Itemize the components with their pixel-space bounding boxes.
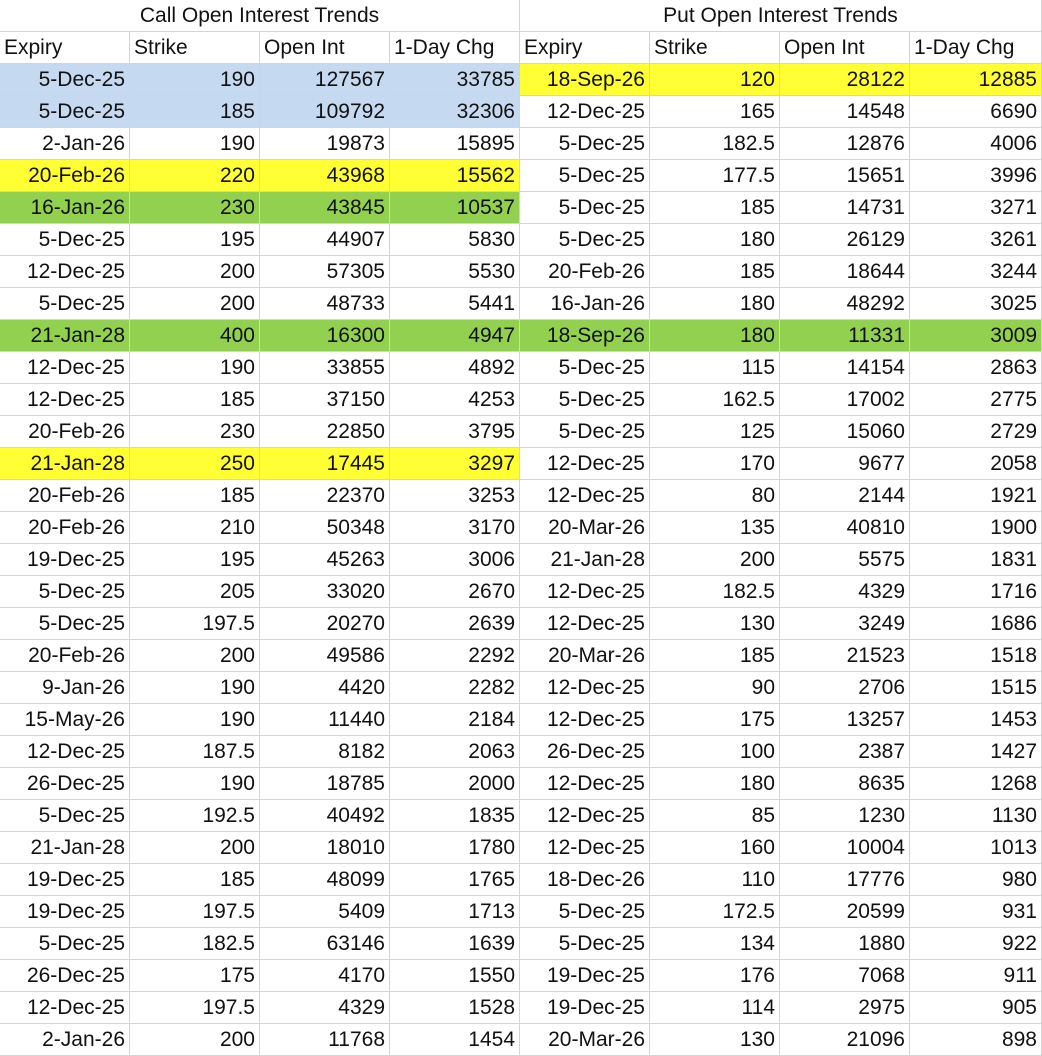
call-cell-1-day-chg[interactable]: 4892 [390,352,520,384]
call-header-strike: Strike [130,32,260,64]
call-cell-1-day-chg[interactable]: 1639 [390,928,520,960]
put-cell-open-int[interactable]: 20599 [780,896,910,928]
put-cell-open-int[interactable]: 5575 [780,544,910,576]
call-cell-strike[interactable]: 190 [130,128,260,160]
call-cell-strike[interactable]: 185 [130,864,260,896]
put-cell-strike[interactable]: 176 [650,960,780,992]
put-header-1-day-chg: 1-Day Chg [910,32,1042,64]
call-cell-open-int[interactable]: 4420 [260,672,390,704]
put-cell-open-int[interactable]: 2706 [780,672,910,704]
call-cell-open-int[interactable]: 109792 [260,96,390,128]
put-cell-open-int[interactable]: 1880 [780,928,910,960]
call-cell-1-day-chg[interactable]: 2292 [390,640,520,672]
put-cell-expiry[interactable]: 26-Dec-25 [520,736,650,768]
call-cell-open-int[interactable]: 49586 [260,640,390,672]
put-cell-open-int[interactable]: 11331 [780,320,910,352]
put-cell-expiry[interactable]: 20-Mar-26 [520,512,650,544]
put-section-title: Put Open Interest Trends [520,0,1042,32]
call-cell-expiry[interactable]: 20-Feb-26 [0,512,130,544]
call-cell-strike[interactable]: 197.5 [130,896,260,928]
put-cell-expiry[interactable]: 19-Dec-25 [520,960,650,992]
call-cell-strike[interactable]: 200 [130,288,260,320]
call-cell-strike[interactable]: 190 [130,64,260,96]
call-cell-open-int[interactable]: 8182 [260,736,390,768]
put-cell-1-day-chg[interactable]: 911 [910,960,1042,992]
put-cell-open-int[interactable]: 8635 [780,768,910,800]
put-header-open-int: Open Int [780,32,910,64]
put-cell-strike[interactable]: 185 [650,640,780,672]
call-cell-expiry[interactable]: 5-Dec-25 [0,288,130,320]
call-cell-expiry[interactable]: 12-Dec-25 [0,352,130,384]
put-cell-expiry[interactable]: 12-Dec-25 [520,448,650,480]
put-cell-1-day-chg[interactable]: 3009 [910,320,1042,352]
put-cell-expiry[interactable]: 12-Dec-25 [520,800,650,832]
call-cell-open-int[interactable]: 44907 [260,224,390,256]
put-cell-open-int[interactable]: 3249 [780,608,910,640]
put-cell-1-day-chg[interactable]: 2775 [910,384,1042,416]
put-cell-1-day-chg[interactable]: 1686 [910,608,1042,640]
put-cell-open-int[interactable]: 21096 [780,1024,910,1056]
call-header-expiry: Expiry [0,32,130,64]
call-cell-1-day-chg[interactable]: 2063 [390,736,520,768]
call-cell-1-day-chg[interactable]: 3170 [390,512,520,544]
put-cell-open-int[interactable]: 17776 [780,864,910,896]
call-cell-expiry[interactable]: 5-Dec-25 [0,224,130,256]
call-cell-1-day-chg[interactable]: 1780 [390,832,520,864]
call-cell-strike[interactable]: 190 [130,352,260,384]
call-cell-1-day-chg[interactable]: 2184 [390,704,520,736]
put-cell-strike[interactable]: 120 [650,64,780,96]
put-cell-1-day-chg[interactable]: 905 [910,992,1042,1024]
put-cell-open-int[interactable]: 7068 [780,960,910,992]
call-cell-open-int[interactable]: 22370 [260,480,390,512]
call-cell-expiry[interactable]: 19-Dec-25 [0,544,130,576]
call-cell-strike[interactable]: 230 [130,192,260,224]
put-cell-1-day-chg[interactable]: 1268 [910,768,1042,800]
call-cell-1-day-chg[interactable]: 2639 [390,608,520,640]
call-cell-expiry[interactable]: 21-Jan-28 [0,320,130,352]
call-cell-strike[interactable]: 190 [130,672,260,704]
put-cell-1-day-chg[interactable]: 931 [910,896,1042,928]
call-cell-1-day-chg[interactable]: 5441 [390,288,520,320]
put-cell-open-int[interactable]: 10004 [780,832,910,864]
call-cell-expiry[interactable]: 15-May-26 [0,704,130,736]
put-cell-expiry[interactable]: 16-Jan-26 [520,288,650,320]
put-cell-open-int[interactable]: 2975 [780,992,910,1024]
put-cell-strike[interactable]: 185 [650,192,780,224]
call-cell-strike[interactable]: 185 [130,96,260,128]
call-cell-1-day-chg[interactable]: 5830 [390,224,520,256]
put-cell-strike[interactable]: 135 [650,512,780,544]
call-cell-expiry[interactable]: 12-Dec-25 [0,736,130,768]
put-cell-1-day-chg[interactable]: 1716 [910,576,1042,608]
call-cell-1-day-chg[interactable]: 1528 [390,992,520,1024]
put-cell-expiry[interactable]: 5-Dec-25 [520,192,650,224]
put-cell-strike[interactable]: 90 [650,672,780,704]
call-cell-strike[interactable]: 197.5 [130,608,260,640]
put-cell-1-day-chg[interactable]: 2058 [910,448,1042,480]
put-cell-strike[interactable]: 110 [650,864,780,896]
put-cell-expiry[interactable]: 18-Sep-26 [520,320,650,352]
put-cell-open-int[interactable]: 4329 [780,576,910,608]
put-cell-strike[interactable]: 182.5 [650,128,780,160]
call-cell-open-int[interactable]: 4170 [260,960,390,992]
call-cell-expiry[interactable]: 2-Jan-26 [0,1024,130,1056]
put-cell-1-day-chg[interactable]: 3244 [910,256,1042,288]
call-cell-open-int[interactable]: 22850 [260,416,390,448]
call-cell-expiry[interactable]: 9-Jan-26 [0,672,130,704]
put-cell-open-int[interactable]: 2144 [780,480,910,512]
call-cell-expiry[interactable]: 26-Dec-25 [0,768,130,800]
call-cell-1-day-chg[interactable]: 1550 [390,960,520,992]
call-cell-1-day-chg[interactable]: 15895 [390,128,520,160]
put-cell-1-day-chg[interactable]: 1453 [910,704,1042,736]
call-cell-1-day-chg[interactable]: 32306 [390,96,520,128]
put-cell-1-day-chg[interactable]: 1013 [910,832,1042,864]
call-cell-open-int[interactable]: 33020 [260,576,390,608]
call-cell-strike[interactable]: 185 [130,480,260,512]
call-cell-strike[interactable]: 182.5 [130,928,260,960]
call-cell-expiry[interactable]: 5-Dec-25 [0,800,130,832]
put-cell-strike[interactable]: 182.5 [650,576,780,608]
call-cell-1-day-chg[interactable]: 1835 [390,800,520,832]
put-cell-strike[interactable]: 165 [650,96,780,128]
call-cell-open-int[interactable]: 43845 [260,192,390,224]
put-cell-1-day-chg[interactable]: 3996 [910,160,1042,192]
call-cell-strike[interactable]: 195 [130,544,260,576]
put-cell-expiry[interactable]: 18-Dec-26 [520,864,650,896]
call-cell-strike[interactable]: 205 [130,576,260,608]
call-cell-1-day-chg[interactable]: 1454 [390,1024,520,1056]
put-cell-1-day-chg[interactable]: 2729 [910,416,1042,448]
call-cell-open-int[interactable]: 17445 [260,448,390,480]
put-cell-1-day-chg[interactable]: 980 [910,864,1042,896]
call-cell-strike[interactable]: 220 [130,160,260,192]
call-cell-expiry[interactable]: 21-Jan-28 [0,448,130,480]
call-cell-1-day-chg[interactable]: 3253 [390,480,520,512]
put-cell-open-int[interactable]: 40810 [780,512,910,544]
call-cell-strike[interactable]: 200 [130,256,260,288]
call-cell-open-int[interactable]: 40492 [260,800,390,832]
call-cell-expiry[interactable]: 19-Dec-25 [0,896,130,928]
call-cell-open-int[interactable]: 4329 [260,992,390,1024]
call-cell-open-int[interactable]: 16300 [260,320,390,352]
call-cell-strike[interactable]: 190 [130,704,260,736]
put-cell-expiry[interactable]: 21-Jan-28 [520,544,650,576]
put-cell-expiry[interactable]: 20-Feb-26 [520,256,650,288]
put-cell-expiry[interactable]: 12-Dec-25 [520,768,650,800]
call-cell-open-int[interactable]: 18010 [260,832,390,864]
call-header-open-int: Open Int [260,32,390,64]
put-cell-open-int[interactable]: 14548 [780,96,910,128]
call-cell-expiry[interactable]: 21-Jan-28 [0,832,130,864]
call-cell-1-day-chg[interactable]: 1765 [390,864,520,896]
call-cell-expiry[interactable]: 20-Feb-26 [0,160,130,192]
put-cell-expiry[interactable]: 12-Dec-25 [520,608,650,640]
call-cell-open-int[interactable]: 5409 [260,896,390,928]
put-cell-open-int[interactable]: 14154 [780,352,910,384]
call-cell-expiry[interactable]: 5-Dec-25 [0,96,130,128]
put-cell-expiry[interactable]: 12-Dec-25 [520,832,650,864]
put-cell-expiry[interactable]: 19-Dec-25 [520,992,650,1024]
put-cell-open-int[interactable]: 15060 [780,416,910,448]
put-cell-1-day-chg[interactable]: 2863 [910,352,1042,384]
put-cell-expiry[interactable]: 20-Mar-26 [520,1024,650,1056]
call-cell-expiry[interactable]: 5-Dec-25 [0,608,130,640]
put-cell-strike[interactable]: 162.5 [650,384,780,416]
put-cell-expiry[interactable]: 12-Dec-25 [520,96,650,128]
call-cell-strike[interactable]: 175 [130,960,260,992]
put-cell-open-int[interactable]: 9677 [780,448,910,480]
put-cell-open-int[interactable]: 2387 [780,736,910,768]
put-cell-open-int[interactable]: 21523 [780,640,910,672]
put-cell-expiry[interactable]: 5-Dec-25 [520,896,650,928]
put-cell-strike[interactable]: 160 [650,832,780,864]
put-cell-strike[interactable]: 175 [650,704,780,736]
put-cell-strike[interactable]: 114 [650,992,780,1024]
put-cell-expiry[interactable]: 5-Dec-25 [520,928,650,960]
put-cell-1-day-chg[interactable]: 1427 [910,736,1042,768]
put-cell-expiry[interactable]: 5-Dec-25 [520,160,650,192]
call-cell-1-day-chg[interactable]: 3297 [390,448,520,480]
put-cell-strike[interactable]: 180 [650,320,780,352]
put-cell-open-int[interactable]: 26129 [780,224,910,256]
call-cell-expiry[interactable]: 2-Jan-26 [0,128,130,160]
call-cell-open-int[interactable]: 57305 [260,256,390,288]
call-cell-open-int[interactable]: 50348 [260,512,390,544]
put-cell-strike[interactable]: 80 [650,480,780,512]
put-cell-open-int[interactable]: 13257 [780,704,910,736]
put-cell-1-day-chg[interactable]: 3025 [910,288,1042,320]
call-cell-expiry[interactable]: 19-Dec-25 [0,864,130,896]
put-cell-open-int[interactable]: 12876 [780,128,910,160]
call-cell-1-day-chg[interactable]: 4253 [390,384,520,416]
put-cell-1-day-chg[interactable]: 1515 [910,672,1042,704]
call-cell-strike[interactable]: 187.5 [130,736,260,768]
call-cell-strike[interactable]: 190 [130,768,260,800]
call-cell-open-int[interactable]: 63146 [260,928,390,960]
put-header-strike: Strike [650,32,780,64]
put-cell-1-day-chg[interactable]: 3261 [910,224,1042,256]
call-cell-open-int[interactable]: 18785 [260,768,390,800]
call-section-title: Call Open Interest Trends [0,0,520,32]
put-cell-strike[interactable]: 130 [650,608,780,640]
call-cell-strike[interactable]: 192.5 [130,800,260,832]
call-cell-1-day-chg[interactable]: 2670 [390,576,520,608]
call-cell-open-int[interactable]: 33855 [260,352,390,384]
put-cell-expiry[interactable]: 12-Dec-25 [520,480,650,512]
call-cell-1-day-chg[interactable]: 10537 [390,192,520,224]
put-cell-1-day-chg[interactable]: 1831 [910,544,1042,576]
call-cell-strike[interactable]: 200 [130,640,260,672]
put-cell-expiry[interactable]: 12-Dec-25 [520,576,650,608]
call-cell-1-day-chg[interactable]: 1713 [390,896,520,928]
put-cell-open-int[interactable]: 14731 [780,192,910,224]
put-cell-strike[interactable]: 115 [650,352,780,384]
put-cell-1-day-chg[interactable]: 1130 [910,800,1042,832]
call-cell-strike[interactable]: 197.5 [130,992,260,1024]
call-cell-expiry[interactable]: 12-Dec-25 [0,992,130,1024]
put-cell-expiry[interactable]: 5-Dec-25 [520,384,650,416]
put-cell-1-day-chg[interactable]: 6690 [910,96,1042,128]
put-cell-1-day-chg[interactable]: 4006 [910,128,1042,160]
call-cell-open-int[interactable]: 19873 [260,128,390,160]
put-cell-expiry[interactable]: 20-Mar-26 [520,640,650,672]
put-cell-strike[interactable]: 130 [650,1024,780,1056]
call-cell-expiry[interactable]: 20-Feb-26 [0,640,130,672]
put-header-expiry: Expiry [520,32,650,64]
call-cell-strike[interactable]: 195 [130,224,260,256]
put-cell-expiry[interactable]: 18-Sep-26 [520,64,650,96]
call-cell-strike[interactable]: 250 [130,448,260,480]
call-cell-open-int[interactable]: 127567 [260,64,390,96]
put-cell-strike[interactable]: 200 [650,544,780,576]
call-cell-expiry[interactable]: 12-Dec-25 [0,256,130,288]
call-cell-expiry[interactable]: 26-Dec-25 [0,960,130,992]
put-cell-expiry[interactable]: 5-Dec-25 [520,128,650,160]
put-cell-strike[interactable]: 180 [650,224,780,256]
put-cell-1-day-chg[interactable]: 1921 [910,480,1042,512]
call-cell-open-int[interactable]: 43968 [260,160,390,192]
put-cell-open-int[interactable]: 17002 [780,384,910,416]
call-cell-strike[interactable]: 230 [130,416,260,448]
call-cell-open-int[interactable]: 11440 [260,704,390,736]
call-cell-expiry[interactable]: 20-Feb-26 [0,416,130,448]
put-cell-strike[interactable]: 177.5 [650,160,780,192]
call-header-1-day-chg: 1-Day Chg [390,32,520,64]
put-cell-strike[interactable]: 180 [650,288,780,320]
put-cell-1-day-chg[interactable]: 1900 [910,512,1042,544]
call-cell-strike[interactable]: 200 [130,1024,260,1056]
call-cell-1-day-chg[interactable]: 4947 [390,320,520,352]
call-cell-open-int[interactable]: 37150 [260,384,390,416]
put-cell-open-int[interactable]: 15651 [780,160,910,192]
call-cell-strike[interactable]: 185 [130,384,260,416]
put-cell-strike[interactable]: 125 [650,416,780,448]
call-cell-expiry[interactable]: 5-Dec-25 [0,576,130,608]
put-cell-expiry[interactable]: 5-Dec-25 [520,352,650,384]
call-cell-1-day-chg[interactable]: 3795 [390,416,520,448]
put-cell-open-int[interactable]: 28122 [780,64,910,96]
put-cell-1-day-chg[interactable]: 922 [910,928,1042,960]
put-cell-1-day-chg[interactable]: 1518 [910,640,1042,672]
put-cell-strike[interactable]: 170 [650,448,780,480]
call-cell-open-int[interactable]: 48733 [260,288,390,320]
put-cell-1-day-chg[interactable]: 3271 [910,192,1042,224]
put-cell-open-int[interactable]: 1230 [780,800,910,832]
call-cell-strike[interactable]: 400 [130,320,260,352]
call-cell-expiry[interactable]: 20-Feb-26 [0,480,130,512]
call-cell-open-int[interactable]: 20270 [260,608,390,640]
put-cell-open-int[interactable]: 18644 [780,256,910,288]
put-cell-expiry[interactable]: 12-Dec-25 [520,704,650,736]
put-cell-strike[interactable]: 180 [650,768,780,800]
call-cell-1-day-chg[interactable]: 3006 [390,544,520,576]
call-cell-1-day-chg[interactable]: 15562 [390,160,520,192]
put-cell-1-day-chg[interactable]: 12885 [910,64,1042,96]
put-cell-expiry[interactable]: 12-Dec-25 [520,672,650,704]
call-cell-1-day-chg[interactable]: 2000 [390,768,520,800]
put-cell-open-int[interactable]: 48292 [780,288,910,320]
call-cell-1-day-chg[interactable]: 33785 [390,64,520,96]
put-cell-strike[interactable]: 172.5 [650,896,780,928]
put-cell-strike[interactable]: 85 [650,800,780,832]
call-cell-open-int[interactable]: 45263 [260,544,390,576]
call-cell-1-day-chg[interactable]: 5530 [390,256,520,288]
call-cell-expiry[interactable]: 5-Dec-25 [0,64,130,96]
call-cell-1-day-chg[interactable]: 2282 [390,672,520,704]
call-cell-strike[interactable]: 200 [130,832,260,864]
call-cell-strike[interactable]: 210 [130,512,260,544]
put-cell-strike[interactable]: 134 [650,928,780,960]
call-cell-expiry[interactable]: 5-Dec-25 [0,928,130,960]
put-cell-strike[interactable]: 100 [650,736,780,768]
call-cell-open-int[interactable]: 11768 [260,1024,390,1056]
call-cell-expiry[interactable]: 12-Dec-25 [0,384,130,416]
call-cell-open-int[interactable]: 48099 [260,864,390,896]
call-cell-expiry[interactable]: 16-Jan-26 [0,192,130,224]
put-cell-1-day-chg[interactable]: 898 [910,1024,1042,1056]
put-cell-expiry[interactable]: 5-Dec-25 [520,416,650,448]
put-cell-strike[interactable]: 185 [650,256,780,288]
put-cell-expiry[interactable]: 5-Dec-25 [520,224,650,256]
